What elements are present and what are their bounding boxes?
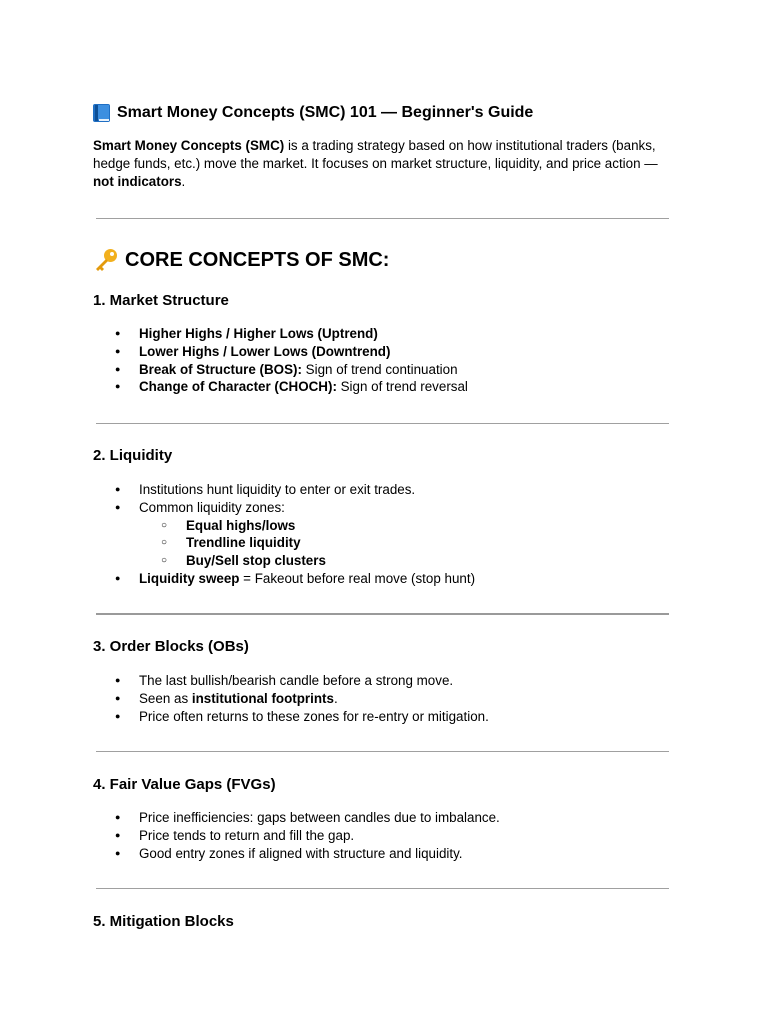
item-text: Sign of trend reversal [336, 379, 468, 395]
section-heading-fvg: 4. Fair Value Gaps (FVGs) [93, 776, 276, 793]
list-item [93, 672, 489, 690]
list-item [93, 690, 489, 708]
intro-tail-end: . [181, 174, 186, 189]
item-text: Common liquidity zones: [139, 499, 285, 515]
key-icon [93, 247, 119, 273]
list-item [93, 708, 489, 726]
section-heading-liquidity: 2. Liquidity [93, 447, 173, 464]
core-heading-text: CORE CONCEPTS OF SMC: [125, 249, 390, 271]
list-item [93, 361, 468, 379]
sublist-item: ○ Trendline liquidity [139, 534, 475, 552]
list-item [93, 499, 475, 570]
order-blocks-list [93, 672, 489, 725]
intro-tail-bold: not indicators [93, 174, 182, 189]
list-item [93, 570, 475, 588]
list-item [93, 809, 500, 827]
fvg-list [93, 809, 500, 862]
item-text: Seen as [139, 690, 192, 706]
item-text: = Fakeout before real move (stop hunt) [239, 570, 476, 586]
liquidity-list [93, 481, 475, 588]
item-bold: Liquidity sweep [139, 570, 240, 586]
section-heading-order-blocks: 3. Order Blocks (OBs) [93, 638, 249, 655]
item-bold: Lower Highs / Lower Lows (Downtrend) [139, 343, 391, 359]
title-text: Smart Money Concepts (SMC) 101 — Beginner's Guide [117, 104, 534, 121]
document-title [93, 102, 533, 124]
market-structure-list [93, 325, 468, 396]
list-item [93, 827, 500, 845]
item-bold: Break of Structure (BOS): [139, 361, 302, 377]
liquidity-zones-sublist [139, 517, 475, 570]
list-item [93, 481, 475, 499]
item-bold: institutional footprints [191, 690, 334, 706]
list-item [93, 845, 500, 863]
section-heading-mitigation-blocks: 5. Mitigation Blocks [93, 913, 234, 930]
sublist-item: ○ Equal highs/lows [139, 517, 475, 535]
item-bold: Change of Character (CHOCH): [139, 379, 337, 395]
intro-body: is a trading strategy based on how institutional traders (banks, hedge funds, etc.) move the market. It focuses on market structure, liquidity, and price action — [93, 138, 658, 171]
section-heading-market-structure: 1. Market Structure [93, 292, 229, 309]
divider [96, 888, 669, 889]
item-text: Price often returns to these zones for re-entry or mitigation. [139, 708, 489, 724]
list-item [93, 343, 468, 361]
intro-lead: Smart Money Concepts (SMC) [93, 138, 285, 153]
blue-book-icon [93, 104, 110, 122]
item-text: Good entry zones if aligned with structure and liquidity. [139, 845, 463, 861]
sublist-item: ○ Buy/Sell stop clusters [139, 552, 475, 570]
item-text: Sign of trend continuation [301, 361, 458, 377]
item-text: Price tends to return and fill the gap. [139, 827, 355, 843]
intro-paragraph [93, 137, 673, 191]
item-text: . [333, 690, 338, 706]
item-text: Price inefficiencies: gaps between candles due to imbalance. [139, 810, 500, 825]
item-text: The last bullish/bearish candle before a strong move. [139, 673, 454, 688]
core-concepts-heading [93, 246, 389, 274]
divider [96, 751, 669, 752]
list-item [93, 325, 468, 343]
item-text: Institutions hunt liquidity to enter or exit trades. [139, 482, 416, 497]
list-item [93, 378, 468, 396]
divider [96, 423, 669, 424]
item-bold: Higher Highs / Higher Lows (Uptrend) [139, 326, 378, 341]
divider [96, 613, 669, 615]
divider [96, 218, 669, 219]
